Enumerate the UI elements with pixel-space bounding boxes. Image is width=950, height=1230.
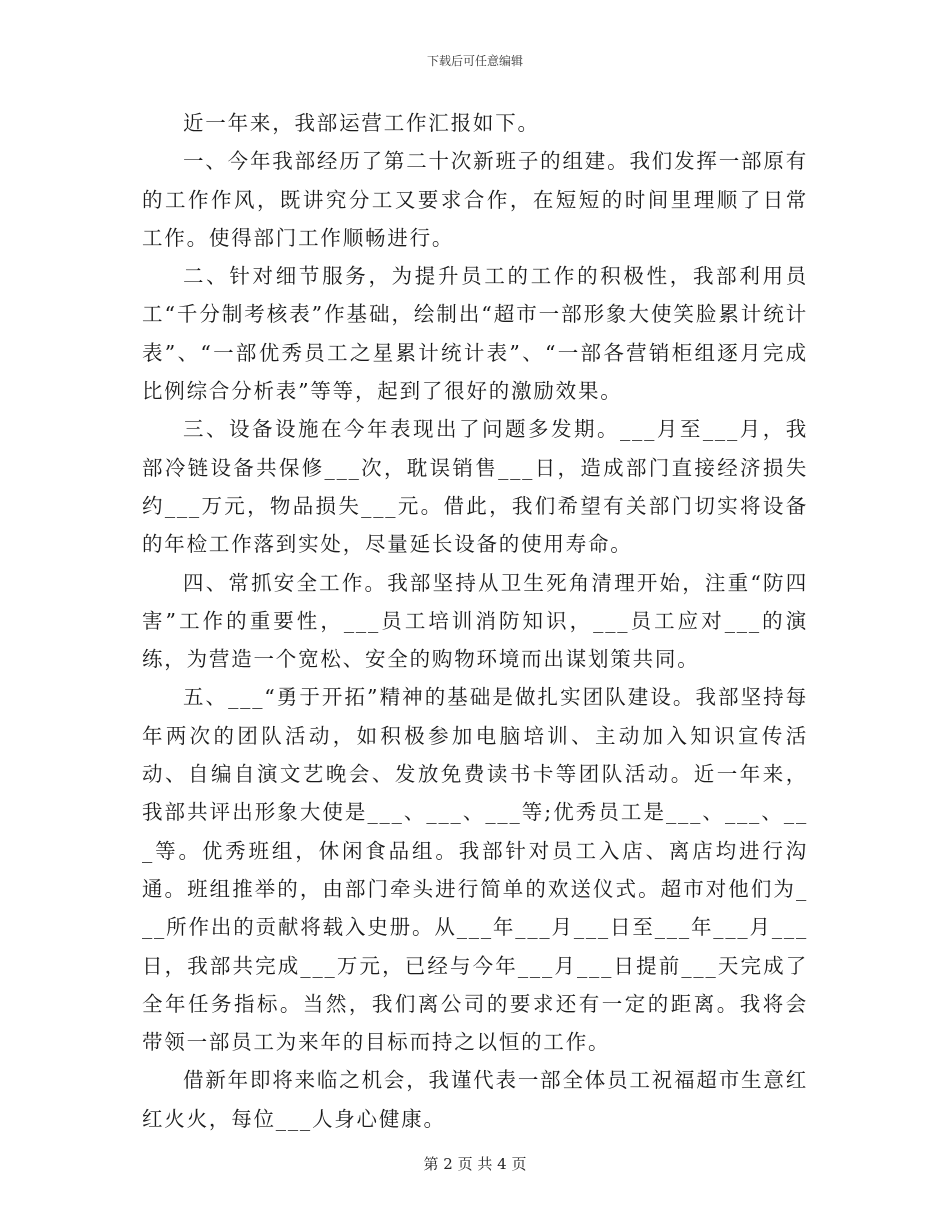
paragraph-intro: 近一年来，我部运营工作汇报如下。 <box>183 111 540 135</box>
paragraph-section-2: 二、针对细节服务，为提升员工的工作的积极性，我部利用员工“千分制考核表”作基础，绘制出“超市一部形象大使笑脸累计统计表”、“一部优秀员工之星累计统计表”、“一部各营销柜组逐月完成比例综合分析表”等等，起到了很好的激励效果。 <box>142 264 808 404</box>
paragraph-section-4: 四、常抓安全工作。我部坚持从卫生死角清理开始，注重“防四害”工作的重要性，___员工培训消防知识，___员工应对___的演练，为营造一个宽松、安全的购物环境而出谋划策共同。 <box>142 570 808 672</box>
paragraph-section-5: 五、___“勇于开拓”精神的基础是做扎实团队建设。我部坚持每年两次的团队活动，如积极参加电脑培训、主动加入知识宣传活动、自编自演文艺晚会、发放免费读书卡等团队活动。近一年来，我部共评出形象大使是___、___、___等;优秀员工是___、___、___等。优秀班组，休闲食品组。我部针对员工入店、离店均进行沟通。班组推举的，由部门牵头进行简单的欢送仪式。超市对他们为___所作出的贡献将载入史册。从___年___月___日至___年___月___日，我部共完成___万元，已经与今年___月___日提前___天完成了全年任务指标。当然，我们离公司的要求还有一定的距离。我将会带领一部员工为来年的目标而持之以恒的工作。 <box>142 685 808 1055</box>
paragraph-closing: 借新年即将来临之机会，我谨代表一部全体员工祝福超市生意红红火火，每位___人身心健康。 <box>142 1068 808 1131</box>
paragraph-section-3: 三、设备设施在今年表现出了问题多发期。___月至___月，我部冷链设备共保修___次，耽误销售___日，造成部门直接经济损失约___万元，物品损失___元。借此，我们希望有关部门切实将设备的年检工作落到实处，尽量延长设备的使用寿命。 <box>142 417 808 557</box>
document-body <box>142 104 808 1138</box>
paragraph-section-1: 一、今年我部经历了第二十次新班子的组建。我们发挥一部原有的工作作风，既讲究分工又要求合作，在短短的时间里理顺了日常工作。使得部门工作顺畅进行。 <box>142 149 808 250</box>
page-header-note: 下载后可任意编辑 <box>426 54 523 68</box>
page-number: 第 2 页 共 4 页 <box>423 1155 527 1173</box>
